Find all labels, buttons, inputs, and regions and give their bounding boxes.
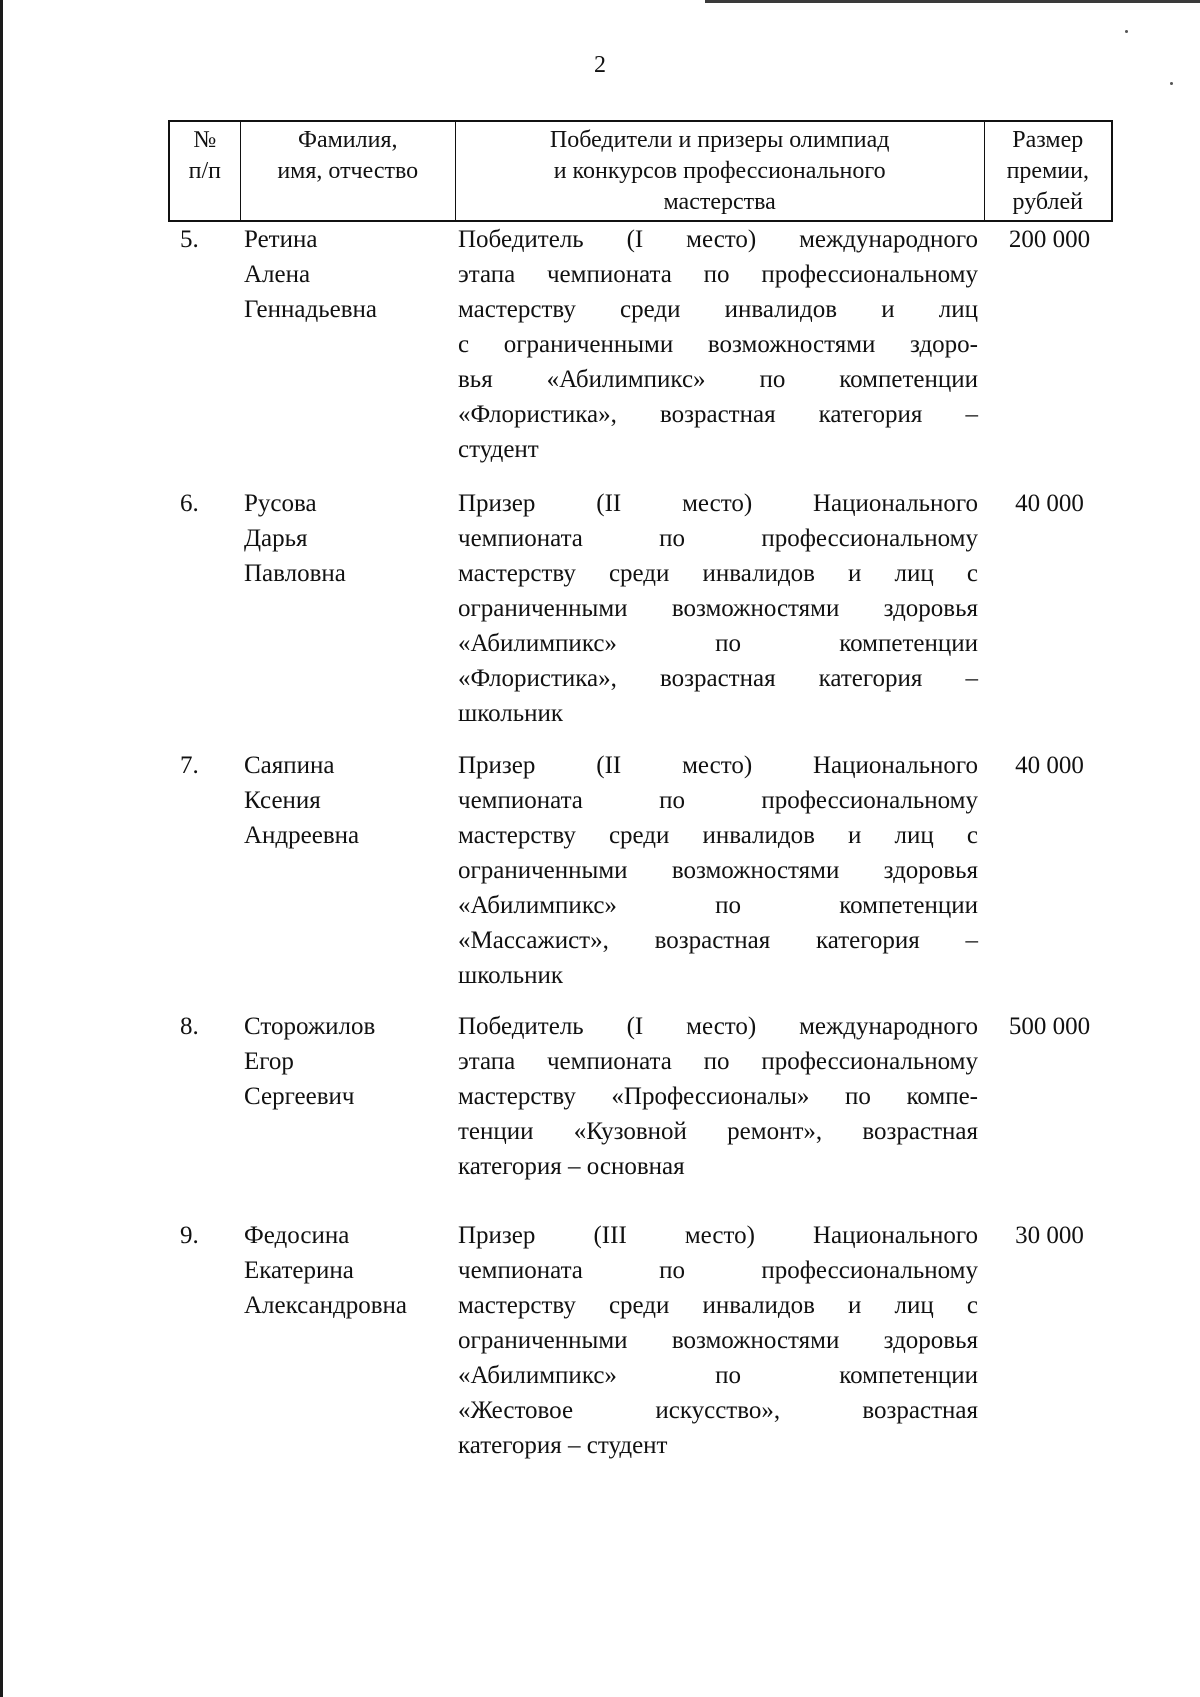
header-text: мастерства [663, 189, 776, 215]
header-name-column [241, 122, 456, 220]
name-line: Дарья [244, 525, 308, 552]
header-text: № [193, 127, 217, 153]
header-text: и конкурсов профессионального [553, 158, 886, 184]
row-number: 7. [180, 752, 199, 779]
description-line: «Флористика», возрастная категория – [458, 665, 978, 692]
name-line: Саяпина [244, 752, 335, 779]
name-line: Русова [244, 490, 317, 517]
achievement-description [458, 222, 978, 467]
name-line: Егор [244, 1048, 294, 1075]
description-line: школьник [458, 962, 564, 989]
header-text: п/п [188, 158, 222, 184]
description-line: чемпионата по профессиональному [458, 787, 978, 814]
description-line: мастерству «Профессионалы» по компе- [458, 1083, 978, 1110]
header-description-column [456, 122, 985, 220]
description-line: категория – студент [458, 1432, 668, 1459]
name-line: Геннадьевна [244, 296, 377, 323]
description-line: «Жестовое искусство», возрастная [458, 1397, 978, 1424]
row-number: 5. [180, 226, 199, 253]
description-line: «Флористика», возрастная категория – [458, 401, 978, 428]
description-line: ограниченными возможностями здоровья [458, 595, 978, 622]
description-line: «Абилимпикс» по компетенции [458, 892, 978, 919]
recipient-name [244, 486, 444, 591]
scan-top-edge [705, 0, 1200, 3]
description-line: школьник [458, 700, 564, 727]
achievement-description [458, 486, 978, 731]
achievement-description [458, 1009, 978, 1184]
prize-amount: 40 000 [1015, 490, 1084, 517]
description-line: этапа чемпионата по профессиональному [458, 1048, 978, 1075]
name-line: Екатерина [244, 1257, 354, 1284]
name-line: Александровна [244, 1292, 408, 1319]
description-line: Призер (II место) Национального [458, 752, 978, 779]
description-line: тенции «Кузовной ремонт», возрастная [458, 1118, 978, 1145]
description-line: мастерству среди инвалидов и лиц с [458, 560, 978, 587]
name-line: Андреевна [244, 822, 360, 849]
description-line: ограниченными возможностями здоровья [458, 1327, 978, 1354]
description-line: чемпионата по профессиональному [458, 525, 978, 552]
description-line: чемпионата по профессиональному [458, 1257, 978, 1284]
header-text: Фамилия, [297, 127, 398, 153]
description-line: Победитель (I место) международного [458, 1013, 978, 1040]
page-number: 2 [594, 52, 606, 78]
name-line: Ретина [244, 226, 318, 253]
header-text: Победители и призеры олимпиад [549, 127, 890, 153]
description-line: с ограниченными возможностями здоро- [458, 331, 978, 358]
header-number-column [170, 122, 241, 220]
row-number: 6. [180, 490, 199, 517]
name-line: Павловна [244, 560, 346, 587]
description-line: мастерству среди инвалидов и лиц [458, 296, 978, 323]
row-number: 9. [180, 1222, 199, 1249]
name-line: Сергеевич [244, 1083, 355, 1110]
description-line: «Абилимпикс» по компетенции [458, 630, 978, 657]
scan-left-edge [0, 0, 3, 1697]
achievement-description [458, 1218, 978, 1463]
prize-amount: 40 000 [1015, 752, 1084, 779]
recipient-name [244, 1009, 444, 1114]
description-line: мастерству среди инвалидов и лиц с [458, 822, 978, 849]
description-line: Победитель (I место) международного [458, 226, 978, 253]
header-text: имя, отчество [277, 158, 419, 184]
description-line: «Абилимпикс» по компетенции [458, 1362, 978, 1389]
recipient-name [244, 1218, 444, 1323]
description-line: студент [458, 436, 539, 463]
header-prize-column [985, 122, 1111, 220]
name-line: Федосина [244, 1222, 350, 1249]
description-line: вья «Абилимпикс» по компетенции [458, 366, 978, 393]
description-line: Призер (III место) Национального [458, 1222, 978, 1249]
recipient-name [244, 222, 444, 327]
scan-speck [1170, 82, 1173, 85]
name-line: Ксения [244, 787, 321, 814]
scan-speck [1125, 30, 1128, 33]
prize-amount: 30 000 [1015, 1222, 1084, 1249]
recipient-name [244, 748, 444, 853]
prize-amount: 500 000 [1008, 1013, 1091, 1040]
prize-amount: 200 000 [1008, 226, 1091, 253]
name-line: Сторожилов [244, 1013, 376, 1040]
description-line: мастерству среди инвалидов и лиц с [458, 1292, 978, 1319]
table-header [168, 120, 1113, 222]
description-line: Призер (II место) Национального [458, 490, 978, 517]
name-line: Алена [244, 261, 311, 288]
header-text: премии, [1006, 158, 1089, 184]
achievement-description [458, 748, 978, 993]
description-line: категория – основная [458, 1153, 685, 1180]
header-text: Размер [1012, 127, 1084, 153]
header-text: рублей [1012, 189, 1083, 215]
description-line: «Массажист», возрастная категория – [458, 927, 978, 954]
row-number: 8. [180, 1013, 199, 1040]
description-line: этапа чемпионата по профессиональному [458, 261, 978, 288]
description-line: ограниченными возможностями здоровья [458, 857, 978, 884]
